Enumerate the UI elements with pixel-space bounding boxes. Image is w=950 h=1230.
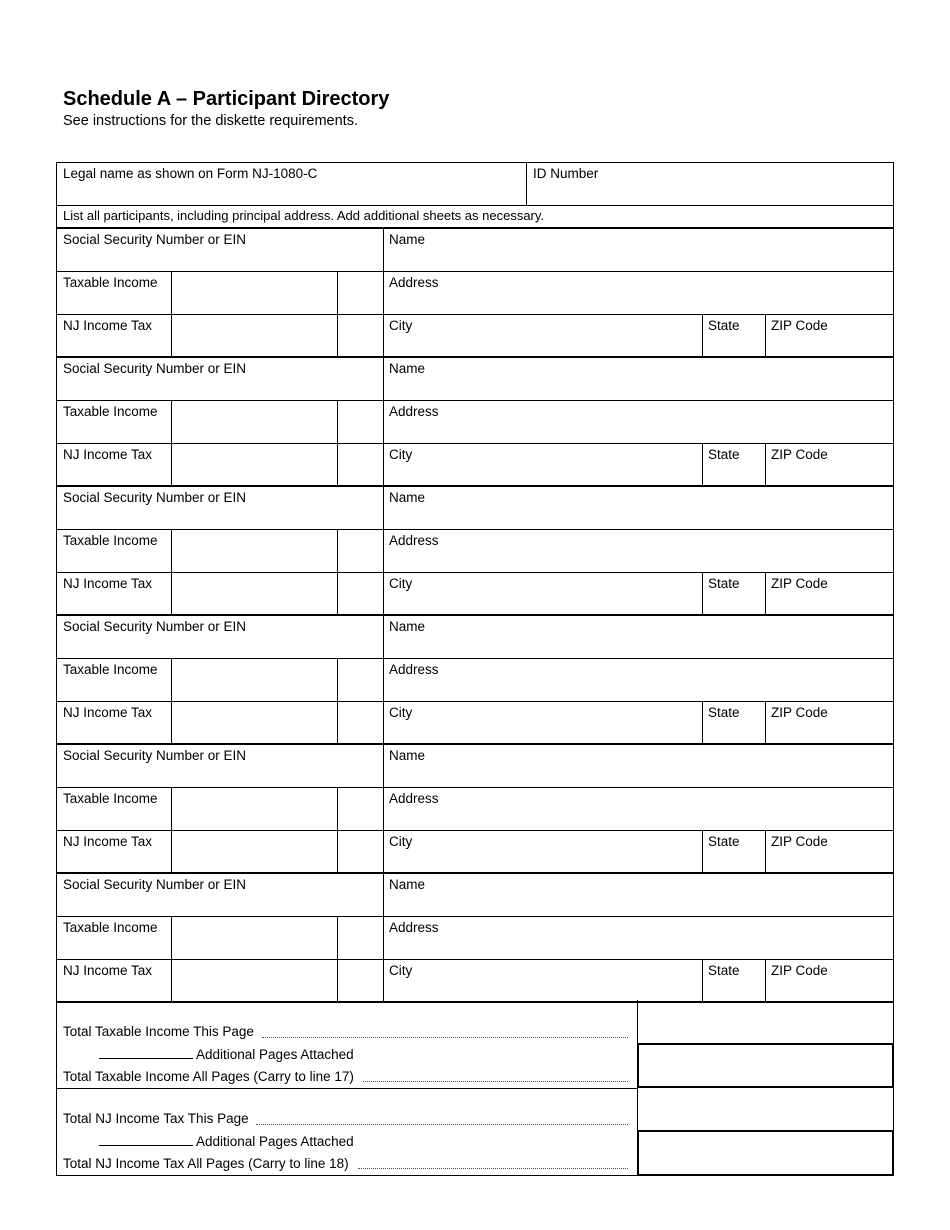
zip-code-label: ZIP Code [771,834,828,849]
nj-income-tax-label: NJ Income Tax [63,834,153,849]
nj-income-tax-cents-field[interactable] [338,960,382,1001]
divider [702,830,703,873]
state-field[interactable] [703,960,764,1001]
ssn-field[interactable] [57,229,382,270]
taxable-income-label: Taxable Income [63,275,158,290]
address-label: Address [389,791,439,806]
divider [383,873,384,1002]
state-field[interactable] [703,702,764,743]
name-label: Name [389,619,426,634]
ssn-label: Social Security Number or EIN [63,877,247,892]
state-label: State [708,834,740,849]
additional-pages-blank[interactable] [99,1145,193,1146]
nj-income-tax-label: NJ Income Tax [63,963,153,978]
participant-directory-form [56,162,894,1176]
page-subtitle: See instructions for the diskette requirements. [63,113,358,129]
total-tax-this-page-field[interactable] [638,1089,893,1130]
nj-income-tax-field[interactable] [172,444,336,485]
divider [56,1088,637,1089]
zip-code-field[interactable] [766,702,893,743]
city-label: City [389,963,413,978]
taxable-income-label: Taxable Income [63,662,158,677]
nj-income-tax-field[interactable] [172,573,336,614]
zip-code-label: ZIP Code [771,963,828,978]
ssn-label: Social Security Number or EIN [63,748,247,763]
additional-pages-label: Additional Pages Attached [196,1047,354,1062]
address-label: Address [389,275,439,290]
divider [337,787,338,873]
name-label: Name [389,490,426,505]
state-label: State [708,447,740,462]
ssn-field[interactable] [57,616,382,657]
additional-pages-label: Additional Pages Attached [196,1134,354,1149]
state-field[interactable] [703,315,764,356]
taxable-income-cents-field[interactable] [338,659,382,700]
state-field[interactable] [703,573,764,614]
state-field[interactable] [703,831,764,872]
total-taxable-all-pages-field[interactable] [637,1043,894,1088]
nj-income-tax-field[interactable] [172,831,336,872]
nj-income-tax-cents-field[interactable] [338,315,382,356]
city-field[interactable] [384,702,701,743]
name-field[interactable] [384,487,893,528]
address-field[interactable] [384,788,893,829]
city-label: City [389,576,413,591]
divider [337,271,338,357]
divider [702,959,703,1002]
zip-code-field[interactable] [766,573,893,614]
divider [171,916,172,1002]
divider [702,701,703,744]
total-tax-this-page-label: Total NJ Income Tax This Page [63,1111,249,1126]
nj-income-tax-cents-field[interactable] [338,831,382,872]
divider [56,205,894,206]
divider [337,400,338,486]
city-field[interactable] [384,315,701,356]
name-field[interactable] [384,616,893,657]
nj-income-tax-field[interactable] [172,960,336,1001]
divider [765,830,766,873]
total-taxable-this-page-field[interactable] [638,1001,893,1043]
nj-income-tax-label: NJ Income Tax [63,447,153,462]
address-field[interactable] [384,272,893,313]
city-field[interactable] [384,831,701,872]
taxable-income-field[interactable] [172,917,336,958]
nj-income-tax-field[interactable] [172,702,336,743]
divider [765,572,766,615]
zip-code-field[interactable] [766,315,893,356]
divider [337,529,338,615]
nj-income-tax-label: NJ Income Tax [63,705,153,720]
city-field[interactable] [384,960,701,1001]
taxable-income-cents-field[interactable] [338,401,382,442]
city-field[interactable] [384,573,701,614]
nj-income-tax-label: NJ Income Tax [63,576,153,591]
zip-code-label: ZIP Code [771,447,828,462]
taxable-income-label: Taxable Income [63,791,158,806]
divider [765,314,766,357]
address-field[interactable] [384,659,893,700]
taxable-income-label: Taxable Income [63,920,158,935]
divider [171,658,172,744]
address-label: Address [389,533,439,548]
nj-income-tax-field[interactable] [172,315,336,356]
divider [702,572,703,615]
nj-income-tax-cents-field[interactable] [338,702,382,743]
name-label: Name [389,877,426,892]
address-field[interactable] [384,530,893,571]
name-label: Name [389,748,426,763]
total-taxable-all-pages-label: Total Taxable Income All Pages (Carry to line 17) [63,1069,354,1084]
ssn-label: Social Security Number or EIN [63,490,247,505]
ssn-field[interactable] [57,874,382,915]
additional-pages-blank[interactable] [99,1058,193,1059]
ssn-field[interactable] [57,745,382,786]
page-title: Schedule A – Participant Directory [63,88,390,110]
taxable-income-label: Taxable Income [63,533,158,548]
legal-name-field[interactable] [57,163,526,205]
address-field[interactable] [384,401,893,442]
name-field[interactable] [384,229,893,270]
ssn-label: Social Security Number or EIN [63,361,247,376]
taxable-income-field[interactable] [172,530,336,571]
id-number-label: ID Number [533,166,599,181]
ssn-label: Social Security Number or EIN [63,232,247,247]
address-label: Address [389,404,439,419]
divider [702,443,703,486]
zip-code-label: ZIP Code [771,318,828,333]
divider [702,314,703,357]
divider [765,959,766,1002]
zip-code-field[interactable] [766,960,893,1001]
state-label: State [708,963,740,978]
taxable-income-field[interactable] [172,659,336,700]
address-field[interactable] [384,917,893,958]
ssn-field[interactable] [57,487,382,528]
divider [383,228,384,357]
divider [171,271,172,357]
total-taxable-this-page-label: Total Taxable Income This Page [63,1024,254,1039]
ssn-label: Social Security Number or EIN [63,619,247,634]
name-field[interactable] [384,745,893,786]
zip-code-field[interactable] [766,444,893,485]
address-label: Address [389,920,439,935]
zip-code-field[interactable] [766,831,893,872]
nj-income-tax-label: NJ Income Tax [63,318,153,333]
total-tax-all-pages-label: Total NJ Income Tax All Pages (Carry to line 18) [63,1156,349,1171]
state-field[interactable] [703,444,764,485]
address-label: Address [389,662,439,677]
city-label: City [389,834,413,849]
name-label: Name [389,361,426,376]
legal-name-label: Legal name as shown on Form NJ-1080-C [63,166,318,181]
leader-dots [262,1037,628,1038]
taxable-income-label: Taxable Income [63,404,158,419]
taxable-income-field[interactable] [172,788,336,829]
divider [383,744,384,873]
divider [765,701,766,744]
nj-income-tax-cents-field[interactable] [338,573,382,614]
taxable-income-field[interactable] [172,401,336,442]
name-field[interactable] [384,358,893,399]
taxable-income-cents-field[interactable] [338,530,382,571]
total-tax-all-pages-field[interactable] [637,1130,894,1176]
taxable-income-cents-field[interactable] [338,788,382,829]
zip-code-label: ZIP Code [771,576,828,591]
name-label: Name [389,232,426,247]
taxable-income-field[interactable] [172,272,336,313]
state-label: State [708,576,740,591]
ssn-field[interactable] [57,358,382,399]
instructions-text: List all participants, including principal address. Add additional sheets as necessary. [63,208,545,223]
divider [171,787,172,873]
taxable-income-cents-field[interactable] [338,272,382,313]
leader-dots [363,1081,628,1082]
city-label: City [389,447,413,462]
divider [383,486,384,615]
divider [337,916,338,1002]
nj-income-tax-cents-field[interactable] [338,444,382,485]
state-label: State [708,705,740,720]
city-label: City [389,705,413,720]
divider [171,529,172,615]
divider [765,443,766,486]
divider [171,400,172,486]
divider [383,615,384,744]
zip-code-label: ZIP Code [771,705,828,720]
name-field[interactable] [384,874,893,915]
id-number-field[interactable] [527,163,893,205]
city-label: City [389,318,413,333]
leader-dots [358,1168,628,1169]
divider [383,357,384,486]
city-field[interactable] [384,444,701,485]
state-label: State [708,318,740,333]
taxable-income-cents-field[interactable] [338,917,382,958]
leader-dots [256,1124,628,1125]
divider [337,658,338,744]
